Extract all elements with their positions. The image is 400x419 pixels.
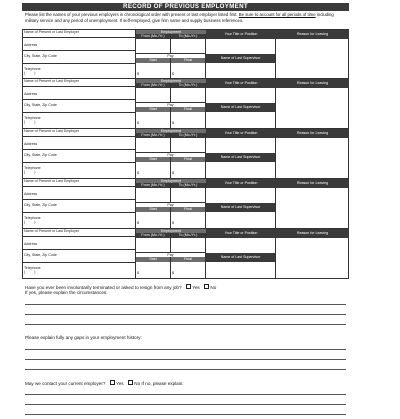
pay-header: Pay bbox=[136, 54, 206, 58]
title-position-input[interactable] bbox=[206, 39, 276, 54]
start-pay-header: Start bbox=[136, 58, 171, 63]
from-date-input[interactable] bbox=[136, 238, 171, 253]
city-state-zip-label: City, State, Zip Code bbox=[24, 203, 57, 207]
city-state-zip-label: City, State, Zip Code bbox=[24, 253, 57, 257]
to-header: To (Mo./Yr.) bbox=[171, 83, 206, 88]
title-position-input[interactable] bbox=[206, 238, 276, 253]
telephone-label: Telephone bbox=[24, 116, 41, 120]
employer-block bbox=[22, 29, 349, 79]
employer-name-label: Name of Present or Last Employer bbox=[24, 79, 80, 83]
address-label: Address bbox=[24, 142, 38, 146]
title-position-header: Your Title or Position bbox=[206, 179, 276, 188]
employer-block bbox=[22, 129, 349, 179]
reason-for-leaving-header: Reason for Leaving bbox=[276, 179, 349, 188]
from-date-input[interactable] bbox=[136, 138, 171, 153]
reason-for-leaving-input[interactable] bbox=[276, 188, 349, 229]
reason-for-leaving-header: Reason for Leaving bbox=[276, 129, 349, 138]
city-state-zip-label: City, State, Zip Code bbox=[24, 153, 57, 157]
supervisor-header: Name of Last Supervisor bbox=[206, 203, 276, 212]
employer-name-label: Name of Present or Last Employer bbox=[24, 30, 80, 34]
title-position-input[interactable] bbox=[206, 88, 276, 103]
employment-header: Employment bbox=[136, 129, 206, 133]
answer-line[interactable] bbox=[25, 369, 346, 370]
phone-close-paren: ) bbox=[34, 220, 36, 224]
reason-for-leaving-header: Reason for Leaving bbox=[276, 229, 349, 238]
pay-header: Pay bbox=[136, 103, 206, 107]
city-state-zip-label: City, State, Zip Code bbox=[24, 54, 57, 58]
final-pay-header: Final bbox=[171, 257, 206, 262]
question-terminated-text: Have you ever been involuntarily terminated or asked to resign from any job? bbox=[25, 285, 182, 290]
address-field[interactable] bbox=[23, 187, 136, 200]
instructions-text-1: Please list the names of your previous employers in chronological order with present or last employer listed first. bbox=[25, 12, 239, 17]
employment-header: Employment bbox=[136, 79, 206, 83]
city-state-zip-field[interactable] bbox=[23, 200, 136, 213]
dollar-sign: $ bbox=[172, 171, 174, 175]
supervisor-header: Name of Last Supervisor bbox=[206, 103, 276, 112]
dollar-sign: $ bbox=[172, 221, 174, 225]
dollar-sign: $ bbox=[137, 171, 139, 175]
no-explain-label: No If no, please explain: bbox=[134, 381, 184, 386]
address-label: Address bbox=[24, 92, 38, 96]
final-pay-input[interactable] bbox=[171, 112, 206, 129]
from-header: From (Mo./Yr.) bbox=[136, 83, 171, 88]
reason-for-leaving-input[interactable] bbox=[276, 39, 349, 80]
yes-label: Yes bbox=[116, 381, 124, 386]
start-pay-input[interactable] bbox=[136, 262, 171, 279]
from-header: From (Mo./Yr.) bbox=[136, 34, 171, 39]
terminated-no-checkbox[interactable] bbox=[204, 284, 209, 289]
terminated-yes-checkbox[interactable] bbox=[186, 284, 191, 289]
city-state-zip-label: City, State, Zip Code bbox=[24, 103, 57, 107]
dollar-sign: $ bbox=[172, 72, 174, 76]
address-label: Address bbox=[24, 242, 38, 246]
telephone-field[interactable] bbox=[23, 163, 136, 179]
title-position-header: Your Title or Position bbox=[206, 229, 276, 238]
final-pay-input[interactable] bbox=[171, 212, 206, 229]
telephone-label: Telephone bbox=[24, 216, 41, 220]
title-position-header: Your Title or Position bbox=[206, 79, 276, 88]
final-pay-header: Final bbox=[171, 58, 206, 63]
pay-header: Pay bbox=[136, 203, 206, 207]
reason-for-leaving-input[interactable] bbox=[276, 88, 349, 129]
to-header: To (Mo./Yr.) bbox=[171, 183, 206, 188]
start-pay-input[interactable] bbox=[136, 112, 171, 129]
to-date-input[interactable] bbox=[171, 88, 206, 103]
supervisor-header: Name of Last Supervisor bbox=[206, 54, 276, 63]
title-position-header: Your Title or Position bbox=[206, 129, 276, 138]
employer-name-field[interactable] bbox=[23, 129, 136, 137]
dollar-sign: $ bbox=[137, 271, 139, 275]
title-position-header: Your Title or Position bbox=[206, 30, 276, 39]
to-header: To (Mo./Yr.) bbox=[171, 133, 206, 138]
reason-for-leaving-input[interactable] bbox=[276, 238, 349, 279]
final-pay-header: Final bbox=[171, 107, 206, 112]
employer-name-field[interactable] bbox=[23, 79, 136, 87]
contact-no-checkbox[interactable] bbox=[128, 380, 133, 385]
start-pay-input[interactable] bbox=[136, 212, 171, 229]
address-label: Address bbox=[24, 192, 38, 196]
from-header: From (Mo./Yr.) bbox=[136, 233, 171, 238]
yes-label: Yes bbox=[192, 285, 200, 290]
employer-name-label: Name of Present or Last Employer bbox=[24, 129, 80, 133]
employer-name-label: Name of Present or Last Employer bbox=[24, 229, 80, 233]
no-label: No bbox=[210, 285, 217, 290]
address-field[interactable] bbox=[23, 237, 136, 250]
supervisor-input[interactable] bbox=[206, 262, 276, 279]
city-state-zip-field[interactable] bbox=[23, 51, 136, 64]
contact-yes-checkbox[interactable] bbox=[110, 380, 115, 385]
phone-open-paren: ( bbox=[24, 170, 26, 174]
address-field[interactable] bbox=[23, 137, 136, 150]
question-gaps: Please explain fully any gaps in your employment history: bbox=[25, 335, 142, 340]
employment-header: Employment bbox=[136, 179, 206, 183]
final-pay-input[interactable] bbox=[171, 262, 206, 279]
employer-block bbox=[22, 229, 349, 279]
reason-for-leaving-input[interactable] bbox=[276, 138, 349, 179]
telephone-label: Telephone bbox=[24, 166, 41, 170]
supervisor-input[interactable] bbox=[206, 162, 276, 179]
telephone-label: Telephone bbox=[24, 266, 41, 270]
to-date-input[interactable] bbox=[171, 138, 206, 153]
start-pay-header: Start bbox=[136, 257, 171, 262]
dollar-sign: $ bbox=[137, 221, 139, 225]
supervisor-input[interactable] bbox=[206, 112, 276, 129]
phone-open-paren: ( bbox=[24, 120, 26, 124]
phone-close-paren: ) bbox=[34, 270, 36, 274]
from-header: From (Mo./Yr.) bbox=[136, 183, 171, 188]
supervisor-header: Name of Last Supervisor bbox=[206, 153, 276, 162]
title-position-input[interactable] bbox=[206, 188, 276, 203]
phone-open-paren: ( bbox=[24, 270, 26, 274]
answer-line[interactable] bbox=[25, 359, 346, 360]
employer-blocks bbox=[22, 29, 349, 279]
dollar-sign: $ bbox=[172, 121, 174, 125]
instructions-text-2: including military service and any period of unemployment. If self-employed, give firm name and supply business references. bbox=[25, 12, 334, 23]
pay-header: Pay bbox=[136, 153, 206, 157]
employer-block bbox=[22, 79, 349, 129]
answer-line[interactable] bbox=[25, 414, 346, 415]
from-header: From (Mo./Yr.) bbox=[136, 133, 171, 138]
telephone-field[interactable] bbox=[23, 213, 136, 229]
start-pay-header: Start bbox=[136, 157, 171, 162]
instructions-emphasis: Be sure to account for all periods of time bbox=[238, 12, 316, 17]
start-pay-header: Start bbox=[136, 207, 171, 212]
start-pay-input[interactable] bbox=[136, 162, 171, 179]
employment-header: Employment bbox=[136, 229, 206, 233]
employer-block bbox=[22, 179, 349, 229]
address-label: Address bbox=[24, 43, 38, 47]
address-field[interactable] bbox=[23, 87, 136, 100]
phone-open-paren: ( bbox=[24, 220, 26, 224]
employer-name-field[interactable] bbox=[23, 30, 136, 38]
to-header: To (Mo./Yr.) bbox=[171, 233, 206, 238]
final-pay-header: Final bbox=[171, 207, 206, 212]
phone-open-paren: ( bbox=[24, 71, 26, 75]
employer-name-label: Name of Present or Last Employer bbox=[24, 179, 80, 183]
employment-header: Employment bbox=[136, 30, 206, 34]
answer-line[interactable] bbox=[25, 304, 346, 305]
telephone-field[interactable] bbox=[23, 113, 136, 129]
question-contact-text: May we contact your current employer? bbox=[25, 381, 106, 386]
answer-line[interactable] bbox=[25, 314, 346, 315]
phone-close-paren: ) bbox=[34, 120, 36, 124]
city-state-zip-field[interactable] bbox=[23, 100, 136, 113]
dollar-sign: $ bbox=[137, 121, 139, 125]
employment-record-form bbox=[22, 3, 349, 395]
to-date-input[interactable] bbox=[171, 39, 206, 54]
employer-name-field[interactable] bbox=[23, 179, 136, 187]
phone-close-paren: ) bbox=[34, 71, 36, 75]
city-state-zip-field[interactable] bbox=[23, 150, 136, 163]
start-pay-header: Start bbox=[136, 107, 171, 112]
reason-for-leaving-header: Reason for Leaving bbox=[276, 30, 349, 39]
answer-line[interactable] bbox=[25, 404, 346, 405]
title-position-input[interactable] bbox=[206, 138, 276, 153]
from-date-input[interactable] bbox=[136, 88, 171, 103]
question-contact-employer bbox=[25, 380, 184, 386]
city-state-zip-field[interactable] bbox=[23, 250, 136, 263]
pay-header: Pay bbox=[136, 253, 206, 257]
form-title: RECORD OF PREVIOUS EMPLOYMENT bbox=[22, 3, 349, 11]
answer-line[interactable] bbox=[25, 349, 346, 350]
form-instructions bbox=[22, 11, 349, 29]
questions-section bbox=[22, 279, 349, 419]
start-pay-input[interactable] bbox=[136, 63, 171, 80]
to-header: To (Mo./Yr.) bbox=[171, 34, 206, 39]
telephone-label: Telephone bbox=[24, 67, 41, 71]
terminated-followup: If yes, please explain the circumstances: bbox=[25, 290, 108, 295]
dollar-sign: $ bbox=[172, 271, 174, 275]
from-date-input[interactable] bbox=[136, 188, 171, 203]
reason-for-leaving-header: Reason for Leaving bbox=[276, 79, 349, 88]
to-date-input[interactable] bbox=[171, 238, 206, 253]
supervisor-header: Name of Last Supervisor bbox=[206, 253, 276, 262]
dollar-sign: $ bbox=[137, 72, 139, 76]
telephone-field[interactable] bbox=[23, 263, 136, 279]
employer-name-field[interactable] bbox=[23, 229, 136, 237]
supervisor-input[interactable] bbox=[206, 212, 276, 229]
phone-close-paren: ) bbox=[34, 170, 36, 174]
final-pay-input[interactable] bbox=[171, 162, 206, 179]
telephone-field[interactable] bbox=[23, 64, 136, 80]
answer-line[interactable] bbox=[25, 394, 346, 395]
final-pay-input[interactable] bbox=[171, 63, 206, 80]
supervisor-input[interactable] bbox=[206, 63, 276, 80]
answer-line[interactable] bbox=[25, 324, 346, 325]
from-date-input[interactable] bbox=[136, 39, 171, 54]
address-field[interactable] bbox=[23, 38, 136, 51]
final-pay-header: Final bbox=[171, 157, 206, 162]
to-date-input[interactable] bbox=[171, 188, 206, 203]
